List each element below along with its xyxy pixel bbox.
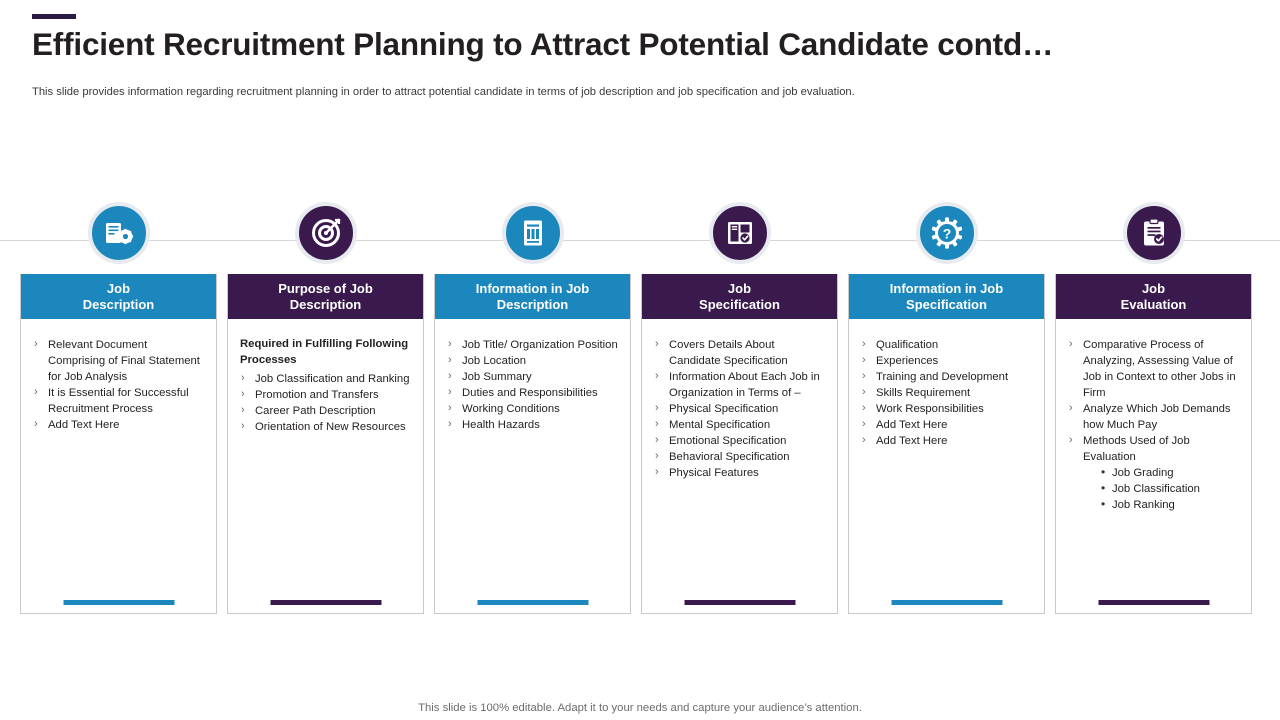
list-item-label: Comparative Process of Analyzing, Assessing Value of Job in Context to other Jobs in Firm [1083,339,1236,400]
sub-list-item-label: Job Grading [1112,467,1174,480]
card-title: Job Specification [642,274,837,319]
list-item-label: Orientation of New Resources [255,420,406,433]
list-item-label: Covers Details About Candidate Specification [669,339,788,368]
list-item-label: Job Classification and Ranking [255,372,410,385]
chevron-right-icon: › [241,403,245,416]
list-item-label: Working Conditions [462,403,560,416]
list-item-label: Work Responsibilities [876,403,984,416]
card-bullet-list [445,337,620,433]
list-item-label: Relevant Document Comprising of Final Statement for Job Analysis [48,339,200,384]
target-icon [295,202,357,264]
list-item-label: Job Summary [462,371,532,384]
list-item-label: Qualification [876,339,939,351]
list-item [445,353,620,369]
chevron-right-icon: › [862,434,866,447]
card-bottom-bar [270,600,381,605]
card-bottom-bar [1098,600,1209,605]
list-item [31,385,206,417]
chevron-right-icon: › [862,354,866,367]
chevron-right-icon: › [1069,434,1073,447]
list-item-label: Duties and Responsibilities [462,387,598,400]
bullet-dot-icon: • [1101,481,1106,496]
list-item [445,337,620,353]
card-bottom-bar [891,600,1002,605]
chevron-right-icon: › [34,338,38,350]
info-card [641,202,838,614]
card-sub-list [1083,465,1241,513]
page-subtitle: This slide provides information regarding recruitment planning in order to attract potential candidate in terms of job description and job specification and job evaluation. [32,86,855,98]
list-item-label: Add Text Here [48,419,120,432]
card-row [20,202,1260,614]
clipboard-check-icon [1123,202,1185,264]
list-item-label: Behavioral Specification [669,451,790,464]
info-card [1055,202,1252,614]
card-bullet-list [31,337,206,433]
card-icon-wrap [641,202,838,274]
list-item-label: Job Title/ Organization Position [462,339,618,351]
sub-list-item [1101,497,1241,513]
chevron-right-icon: › [655,466,659,479]
chevron-right-icon: › [448,338,452,350]
chevron-right-icon: › [862,418,866,431]
chevron-right-icon: › [655,418,659,431]
list-item [859,385,1034,401]
list-item [652,465,827,481]
chevron-right-icon: › [862,370,866,383]
list-item-label: Analyze Which Job Demands how Much Pay [1083,403,1231,432]
card-box [1055,274,1252,614]
card-body [642,319,837,481]
sub-list-item-label: Job Ranking [1112,499,1175,512]
chevron-right-icon: › [448,418,452,431]
chevron-right-icon: › [862,402,866,415]
info-card [434,202,631,614]
card-body [228,319,423,435]
list-item [652,337,827,369]
chevron-right-icon: › [241,387,245,400]
chevron-right-icon: › [448,354,452,367]
sub-list-item-label: Job Classification [1112,483,1200,496]
card-body [1056,319,1251,513]
card-icon-wrap [1055,202,1252,274]
card-bullet-list [238,371,413,435]
list-item [859,337,1034,353]
list-item [652,401,827,417]
list-item [859,417,1034,433]
book-badge-icon [709,202,771,264]
chevron-right-icon: › [655,402,659,415]
svg-text:?: ? [942,225,951,242]
chevron-right-icon: › [241,371,245,384]
card-body [21,319,216,433]
card-box [227,274,424,614]
card-title: Job Evaluation [1056,274,1251,319]
card-icon-wrap [434,202,631,274]
card-icon-wrap [848,202,1045,274]
list-item [859,433,1034,449]
list-item [652,433,827,449]
list-item [859,369,1034,385]
list-item-label: Physical Specification [669,403,779,416]
card-icon-wrap [20,202,217,274]
list-item-label: Job Location [462,355,527,368]
list-item [445,417,620,433]
card-bullet-list [652,337,827,481]
list-item-label: Emotional Specification [669,435,787,448]
card-icon-wrap [227,202,424,274]
chevron-right-icon: › [34,386,38,399]
chevron-right-icon: › [655,370,659,383]
list-item [238,419,413,435]
chevron-right-icon: › [655,434,659,447]
settings-document-icon [88,202,150,264]
card-bottom-bar [684,600,795,605]
list-item-label: Mental Specification [669,419,771,432]
info-card [848,202,1045,614]
page-title: Efficient Recruitment Planning to Attract Potential Candidate contd… [32,26,1054,62]
chevron-right-icon: › [862,338,866,350]
card-box [848,274,1045,614]
list-item [1066,337,1241,401]
card-bottom-bar [63,600,174,605]
chevron-right-icon: › [241,419,245,432]
list-item-label: Training and Development [876,371,1009,384]
list-item-label: Methods Used of Job Evaluation [1083,435,1190,464]
chevron-right-icon: › [448,370,452,383]
list-item-label: Career Path Description [255,404,376,417]
list-item-label: Add Text Here [876,419,948,432]
list-item-label: Add Text Here [876,435,948,448]
list-item [31,337,206,385]
list-item [238,387,413,403]
list-item [859,353,1034,369]
card-lead-text: Required in Fulfilling Following Processes [240,338,409,366]
list-item-label: Experiences [876,355,939,368]
card-box [641,274,838,614]
list-item [1066,433,1241,513]
card-title: Information in Job Specification [849,274,1044,319]
bullet-dot-icon: • [1101,497,1106,512]
list-item [652,449,827,465]
list-item [652,369,827,401]
chevron-right-icon: › [448,402,452,415]
card-bullet-list [1066,337,1241,513]
card-bottom-bar [477,600,588,605]
list-item-label: Information About Each Job in Organization in Terms of – [669,371,820,400]
list-item-label: Promotion and Transfers [255,388,379,401]
list-item-label: It is Essential for Successful Recruitment Process [48,387,189,416]
list-item [238,403,413,419]
list-item-label: Health Hazards [462,419,540,432]
sub-list-item [1101,465,1241,481]
card-body [849,319,1044,449]
bullet-dot-icon: • [1101,465,1106,480]
list-item-label: Physical Features [669,467,759,480]
chevron-right-icon: › [34,418,38,431]
card-title: Job Description [21,274,216,319]
list-item-label: Skills Requirement [876,387,971,400]
chevron-right-icon: › [655,450,659,463]
list-item [445,385,620,401]
list-item [445,401,620,417]
list-item [238,371,413,387]
card-title: Information in Job Description [435,274,630,319]
info-card [20,202,217,614]
card-bullet-list [859,337,1034,449]
list-item [1066,401,1241,433]
chevron-right-icon: › [1069,338,1073,350]
card-box [20,274,217,614]
title-accent-bar [32,14,76,19]
chevron-right-icon: › [655,338,659,350]
chevron-right-icon: › [1069,402,1073,415]
list-item [445,369,620,385]
list-item [652,417,827,433]
footer-note: This slide is 100% editable. Adapt it to your needs and capture your audience’s attention. [418,702,862,714]
list-item [31,417,206,433]
question-gear-icon [916,202,978,264]
chevron-right-icon: › [448,386,452,399]
card-title: Purpose of Job Description [228,274,423,319]
chevron-right-icon: › [862,386,866,399]
sub-list-item [1101,481,1241,497]
list-item [859,401,1034,417]
document-list-icon [502,202,564,264]
card-body [435,319,630,433]
card-box [434,274,631,614]
info-card [227,202,424,614]
